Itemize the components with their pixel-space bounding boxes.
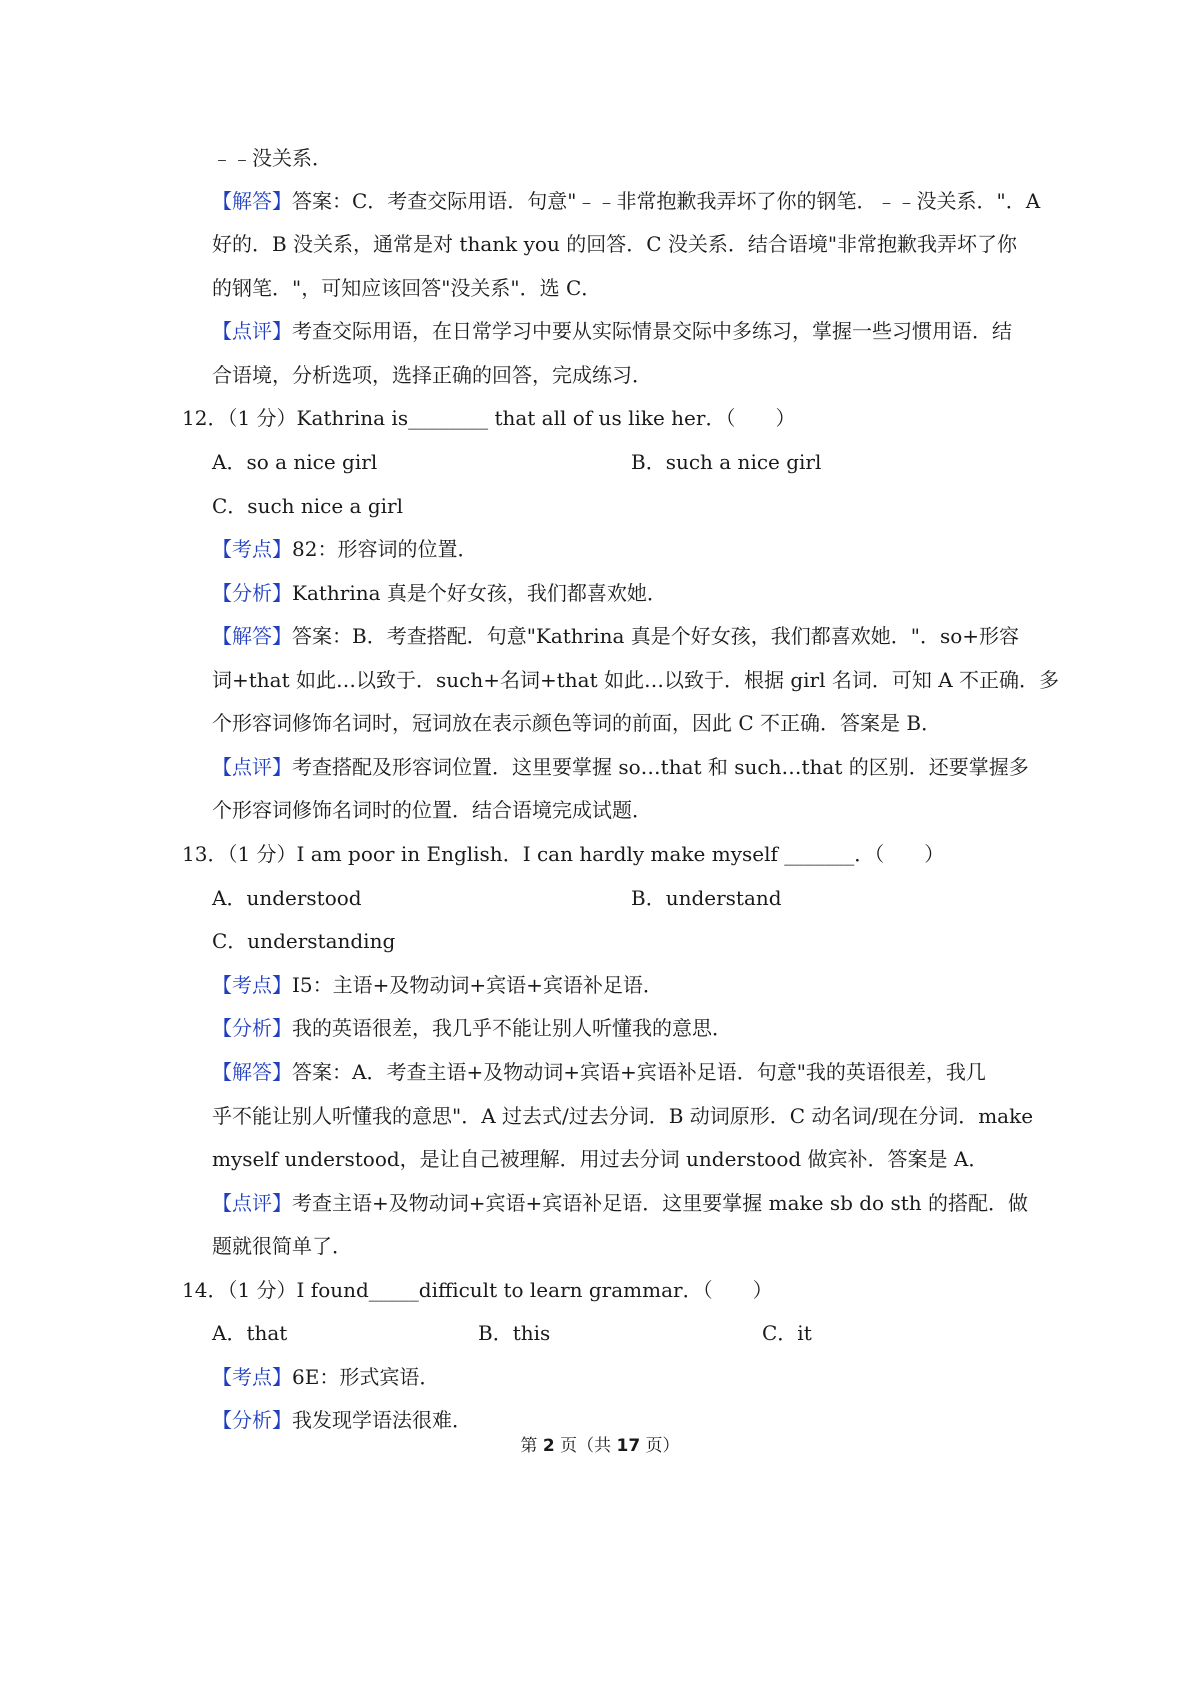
page-footer: 第 2 页（共 17 页）: [520, 1436, 680, 1456]
page-number: 2: [542, 1436, 555, 1456]
q11-comment-line-2: 合语境，分析选项，选择正确的回答，完成练习．: [212, 363, 652, 387]
q11-answer-line-1: 【解答】答案：C．考查交际用语．句意"﹣﹣非常抱歉我弄坏了你的钢笔．﹣﹣没关系．"．A: [212, 189, 1041, 213]
q12-comment-line-1: 【点评】考查搭配及形容词位置．这里要掌握 so…that 和 such…that 的区别．还要掌握多: [212, 755, 1029, 779]
q13-point: 【考点】I5：主语+及物动词+宾语+宾语补足语．: [212, 973, 663, 997]
analysis-tag: 【分析】: [212, 1408, 292, 1432]
answer-tag: 【解答】: [212, 189, 292, 213]
q12-option-a: A．so a nice girl: [212, 450, 378, 474]
q12-answer-line-1: 【解答】答案：B．考查搭配．句意"Kathrina 真是个好女孩，我们都喜欢她．"．so+形容: [212, 624, 1020, 648]
page-total: 17: [616, 1436, 641, 1456]
q12-analysis: 【分析】Kathrina 真是个好女孩，我们都喜欢她．: [212, 581, 667, 605]
q14-point: 【考点】6E：形式宾语．: [212, 1365, 440, 1389]
q13-option-a: A．understood: [212, 886, 362, 910]
q11-comment-line-1: 【点评】考查交际用语，在日常学习中要从实际情景交际中多练习，掌握一些习惯用语．结: [212, 319, 1012, 343]
q13-option-b: B．understand: [631, 886, 782, 910]
comment-tag: 【点评】: [212, 319, 292, 343]
q12-answer-line-2: 词+that 如此…以致于．such+名词+that 如此…以致于．根据 girl 名词．可知 A 不正确．多: [212, 668, 1060, 692]
q13-analysis: 【分析】我的英语很差，我几乎不能让别人听懂我的意思．: [212, 1016, 732, 1040]
analysis-tag: 【分析】: [212, 1016, 292, 1040]
q13-stem: 13．（1 分）I am poor in English．I can hardly make myself _______．（ ）: [182, 842, 945, 866]
analysis-tag: 【分析】: [212, 581, 292, 605]
q14-option-b: B．this: [478, 1321, 551, 1345]
q13-answer-line-3: myself understood，是让自己被理解．用过去分词 understood 做宾补．答案是 A．: [212, 1147, 989, 1171]
answer-tag: 【解答】: [212, 624, 292, 648]
q13-answer-line-2: 乎不能让别人听懂我的意思"．A 过去式/过去分词．B 动词原形．C 动名词/现在分词．make: [212, 1104, 1034, 1128]
q11-answer-line-2: 好的．B 没关系，通常是对 thank you 的回答．C 没关系．结合语境"非常抱歉我弄坏了你: [212, 232, 1018, 256]
answer-tag: 【解答】: [212, 1060, 292, 1084]
q12-point: 【考点】82：形容词的位置．: [212, 537, 478, 561]
q14-stem: 14．（1 分）I found_____difficult to learn grammar．（ ）: [182, 1278, 773, 1302]
q14-analysis: 【分析】我发现学语法很难．: [212, 1408, 472, 1432]
q12-comment-line-2: 个形容词修饰名词时的位置．结合语境完成试题．: [212, 798, 652, 822]
q14-option-c: C．it: [762, 1321, 812, 1345]
q12-option-c: C．such nice a girl: [212, 494, 403, 518]
comment-tag: 【点评】: [212, 1191, 292, 1215]
point-tag: 【考点】: [212, 1365, 292, 1389]
q14-option-a: A．that: [212, 1321, 288, 1345]
q11-answer-line-3: 的钢笔．"，可知应该回答"没关系"．选 C．: [212, 276, 602, 300]
q13-answer-line-1: 【解答】答案：A．考查主语+及物动词+宾语+宾语补足语．句意"我的英语很差，我几: [212, 1060, 986, 1084]
q11-tail: ﹣﹣没关系．: [212, 146, 332, 170]
q13-comment-line-1: 【点评】考查主语+及物动词+宾语+宾语补足语．这里要掌握 make sb do sth 的搭配．做: [212, 1191, 1028, 1215]
point-tag: 【考点】: [212, 973, 292, 997]
q12-answer-line-3: 个形容词修饰名词时，冠词放在表示颜色等词的前面，因此 C 不正确．答案是 B．: [212, 711, 942, 735]
point-tag: 【考点】: [212, 537, 292, 561]
q12-stem: 12．（1 分）Kathrina is________ that all of us like her．（ ）: [182, 406, 796, 430]
q13-option-c: C．understanding: [212, 929, 396, 953]
q12-option-b: B．such a nice girl: [631, 450, 822, 474]
comment-tag: 【点评】: [212, 755, 292, 779]
q13-comment-line-2: 题就很简单了．: [212, 1234, 352, 1258]
